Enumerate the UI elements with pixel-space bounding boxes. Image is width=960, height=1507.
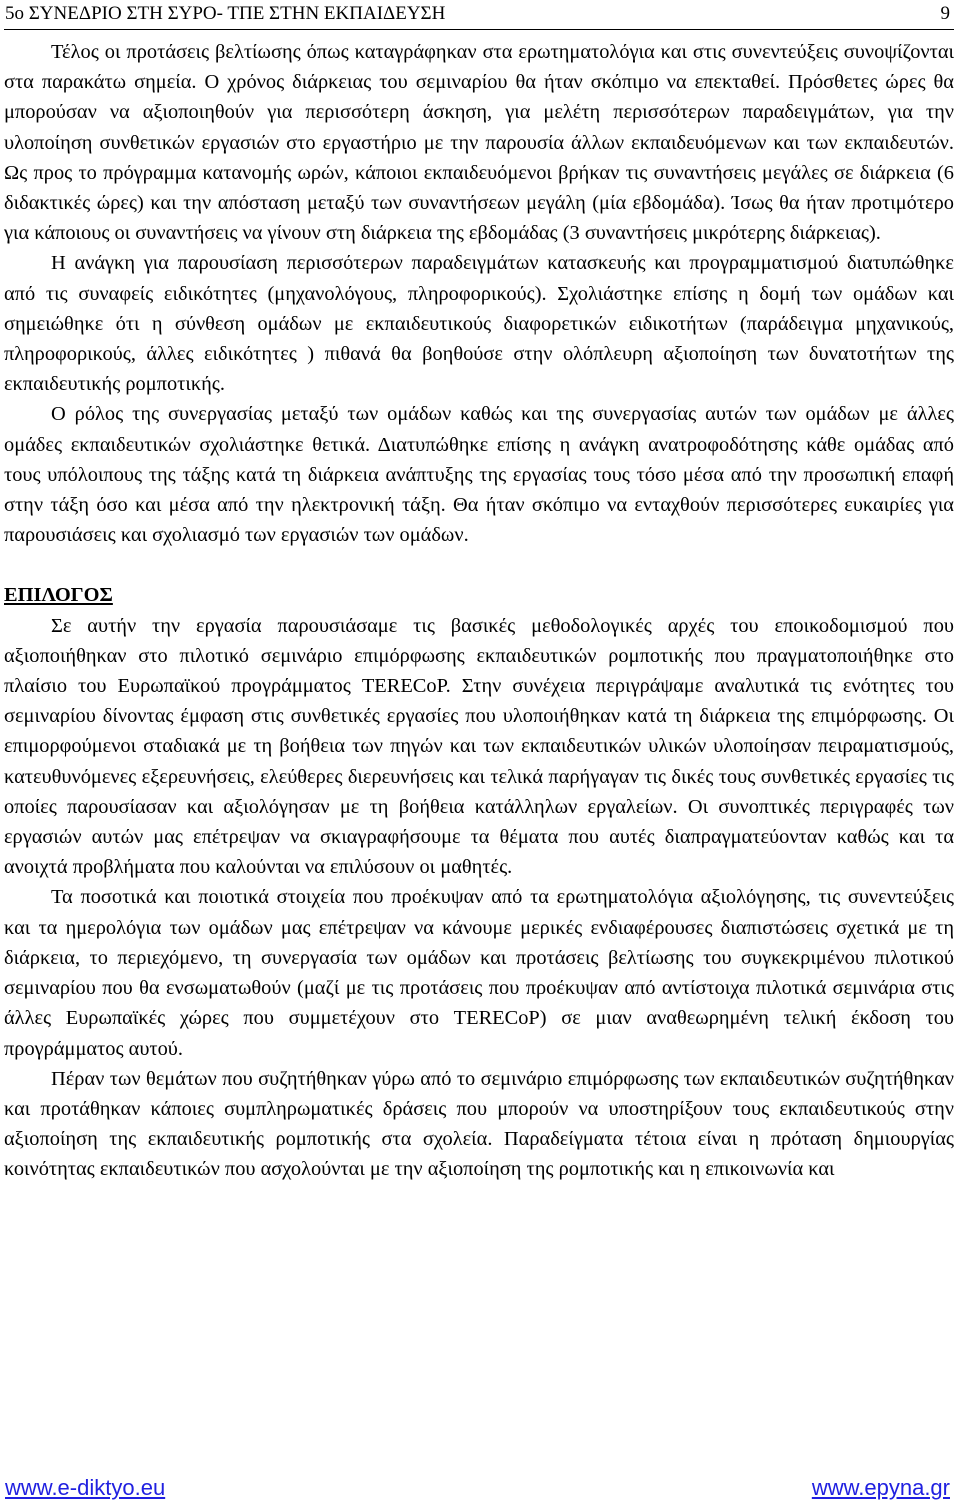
header-title: 5ο ΣΥΝΕΔΡΙΟ ΣΤΗ ΣΥΡΟ- ΤΠΕ ΣΤΗΝ ΕΚΠΑΙΔΕΥΣΗ: [5, 3, 446, 24]
section-heading: ΕΠΙΛΟΓΟΣ: [4, 584, 113, 607]
paragraph: Η ανάγκη για παρουσίαση περισσότερων παραδειγμάτων κατασκευής και προγραμματισμού διατυπώθηκε από τις συναφείς ειδικότητες (μηχανολόγους, πληροφορικούς). Σχολιάστηκε επίσης η δομή των ομάδων και σημειώθηκε ότι η σύνθεση ομάδων με εκπαιδευτικούς διαφορετικών ειδικοτήτων (παράδειγμα μηχανικούς, πληροφορικούς, άλλες ειδικότητες ) πιθανά θα βοηθούσε στην ολόπλευρη αξιοποίηση των δυνατοτήτων της εκπαιδευτικής ρομποτικής.: [4, 252, 954, 396]
paragraph: Τα ποσοτικά και ποιοτικά στοιχεία που προέκυψαν από τα ερωτηματολόγια αξιολόγησης, τις συνεντεύξεις και τα ημερολόγια των ομάδων μας επέτρεψαν να κάνουμε μερικές ενδιαφέρουσες διαπιστώσεις σχετικά με τη διάρκεια, το περιεχόμενο, τη συνεργασία των ομάδων και προτάσεις βελτίωσης του συγκεκριμένου πιλοτικού σεμιναρίου που θα ενσωματωθούν (μαζί με τις προτάσεις που προέκυψαν από αντίστοιχα πιλοτικά σεμινάρια στις άλλες Ευρωπαϊκές χώρες που συμμετέχουν στο TERECoP) σε μιαν αναθεωρημένη τελική έκδοση του προγράμματος αυτού.: [4, 886, 954, 1060]
page-number: 9: [940, 3, 950, 24]
header-divider: [4, 29, 954, 30]
footer-link-epyna[interactable]: www.epyna.gr: [811, 1475, 950, 1500]
footer-link-e-diktyo[interactable]: www.e-diktyo.eu: [5, 1475, 166, 1500]
paragraph: Ο ρόλος της συνεργασίας μεταξύ των ομάδων καθώς και της συνεργασίας αυτών των ομάδων με άλλες ομάδες εκπαιδευτικών σχολιάστηκε θετικά. Διατυπώθηκε επίσης η ανάγκη ανατροφοδότησης κάθε ομάδας από τους υπόλοιπους της τάξης κατά τη διάρκεια ανάπτυξης της εργασίας τους τόσο μέσα από την προσωπική επαφή στην τάξη όσο και μέσα από την ηλεκτρονική τάξη. Θα ήταν σκόπιμο να ενταχθούν περισσότερες ευκαιρίες για παρουσιάσεις και σχολιασμό των εργασιών των ομάδων.: [4, 403, 954, 547]
paragraph: Σε αυτήν την εργασία παρουσιάσαμε τις βασικές μεθοδολογικές αρχές του εποικοδομισμού που αξιοποιήθηκαν στο πιλοτικό σεμινάριο επιμόρφωσης εκπαιδευτικών ρομποτικής που πραγματοποιήθηκε στο πλαίσιο του Ευρωπαϊκού προγράμματος TERECoP. Στην συνέχεια περιγράψαμε αναλυτικά τις ενότητες του σεμιναρίου δίνοντας έμφαση στις συνθετικές εργασίες που υλοποιήθηκαν κατά τη διάρκεια της επιμόρφωσης. Οι επιμορφούμενοι σταδιακά με τη βοήθεια των πηγών και των εκπαιδευτικών υλικών υλοποίησαν πειραματισμούς, κατευθυνόμενες εξερευνήσεις, ελεύθερες διερευνήσεις και τελικά παρήγαγαν τις δικές τους συνθετικές εργασίες τις οποίες παρουσίασαν και αξιολόγησαν με τη βοήθεια κατάλληλων εργαλείων. Οι συνοπτικές περιγραφές των εργασιών αυτών μας επέτρεψαν να σκιαγραφήσουμε τα θέματα που αυτές διαπραγματεύονταν καθώς και τα ανοιχτά προβλήματα που καλούνται να επιλύσουν οι μαθητές.: [4, 614, 954, 879]
page-header: [5, 2, 950, 26]
paragraph: Πέραν των θεμάτων που συζητήθηκαν γύρω από το σεμινάριο επιμόρφωσης των εκπαιδευτικών συζητήθηκαν και προτάθηκαν κάποιες συμπληρωματικές δράσεις που μπορούν να υποστηρίξουν τους εκπαιδευτικούς στην αξιοποίηση της εκπαιδευτικής ρομποτικής στα σχολεία. Παραδείγματα τέτοια είναι η πρόταση δημιουργίας κοινότητας εκπαιδευτικών που ασχολούνται με την αξιοποίηση της ρομποτικής και η επικοινωνία και: [4, 1067, 954, 1181]
document-body: [4, 37, 954, 1185]
paragraph: Τέλος οι προτάσεις βελτίωσης όπως καταγράφηκαν στα ερωτηματολόγια και στις συνεντεύξεις συνοψίζονται στα παρακάτω σημεία. Ο χρόνος διάρκειας του σεμιναρίου θα ήταν σκόπιμο να επεκταθεί. Πρόσθετες ώρες θα μπορούσαν να αξιοποιηθούν για περισσότερη άσκηση, για μελέτη περισσότερων παραδειγμάτων, για την υλοποίηση συνθετικών εργασιών στο εργαστήριο με την παρουσία άλλων εκπαιδευόμενων και των εκπαιδευτών. Ως προς το πρόγραμμα κατανομής ωρών, κάποιοι εκπαιδευόμενοι βρήκαν τις συναντήσεις μεγάλες σε διάρκεια (6 διδακτικές ώρες) και την απόσταση μεταξύ των συναντήσεων μεγάλη (μία εβδομάδα). Ίσως θα ήταν προτιμότερο για κάποιους οι συναντήσεις να γίνουν στη διάρκεια της εβδομάδας (3 συναντήσεις μικρότερης διάρκειας).: [4, 41, 954, 245]
page-footer: [5, 1473, 950, 1503]
section-spacer: [4, 550, 954, 580]
